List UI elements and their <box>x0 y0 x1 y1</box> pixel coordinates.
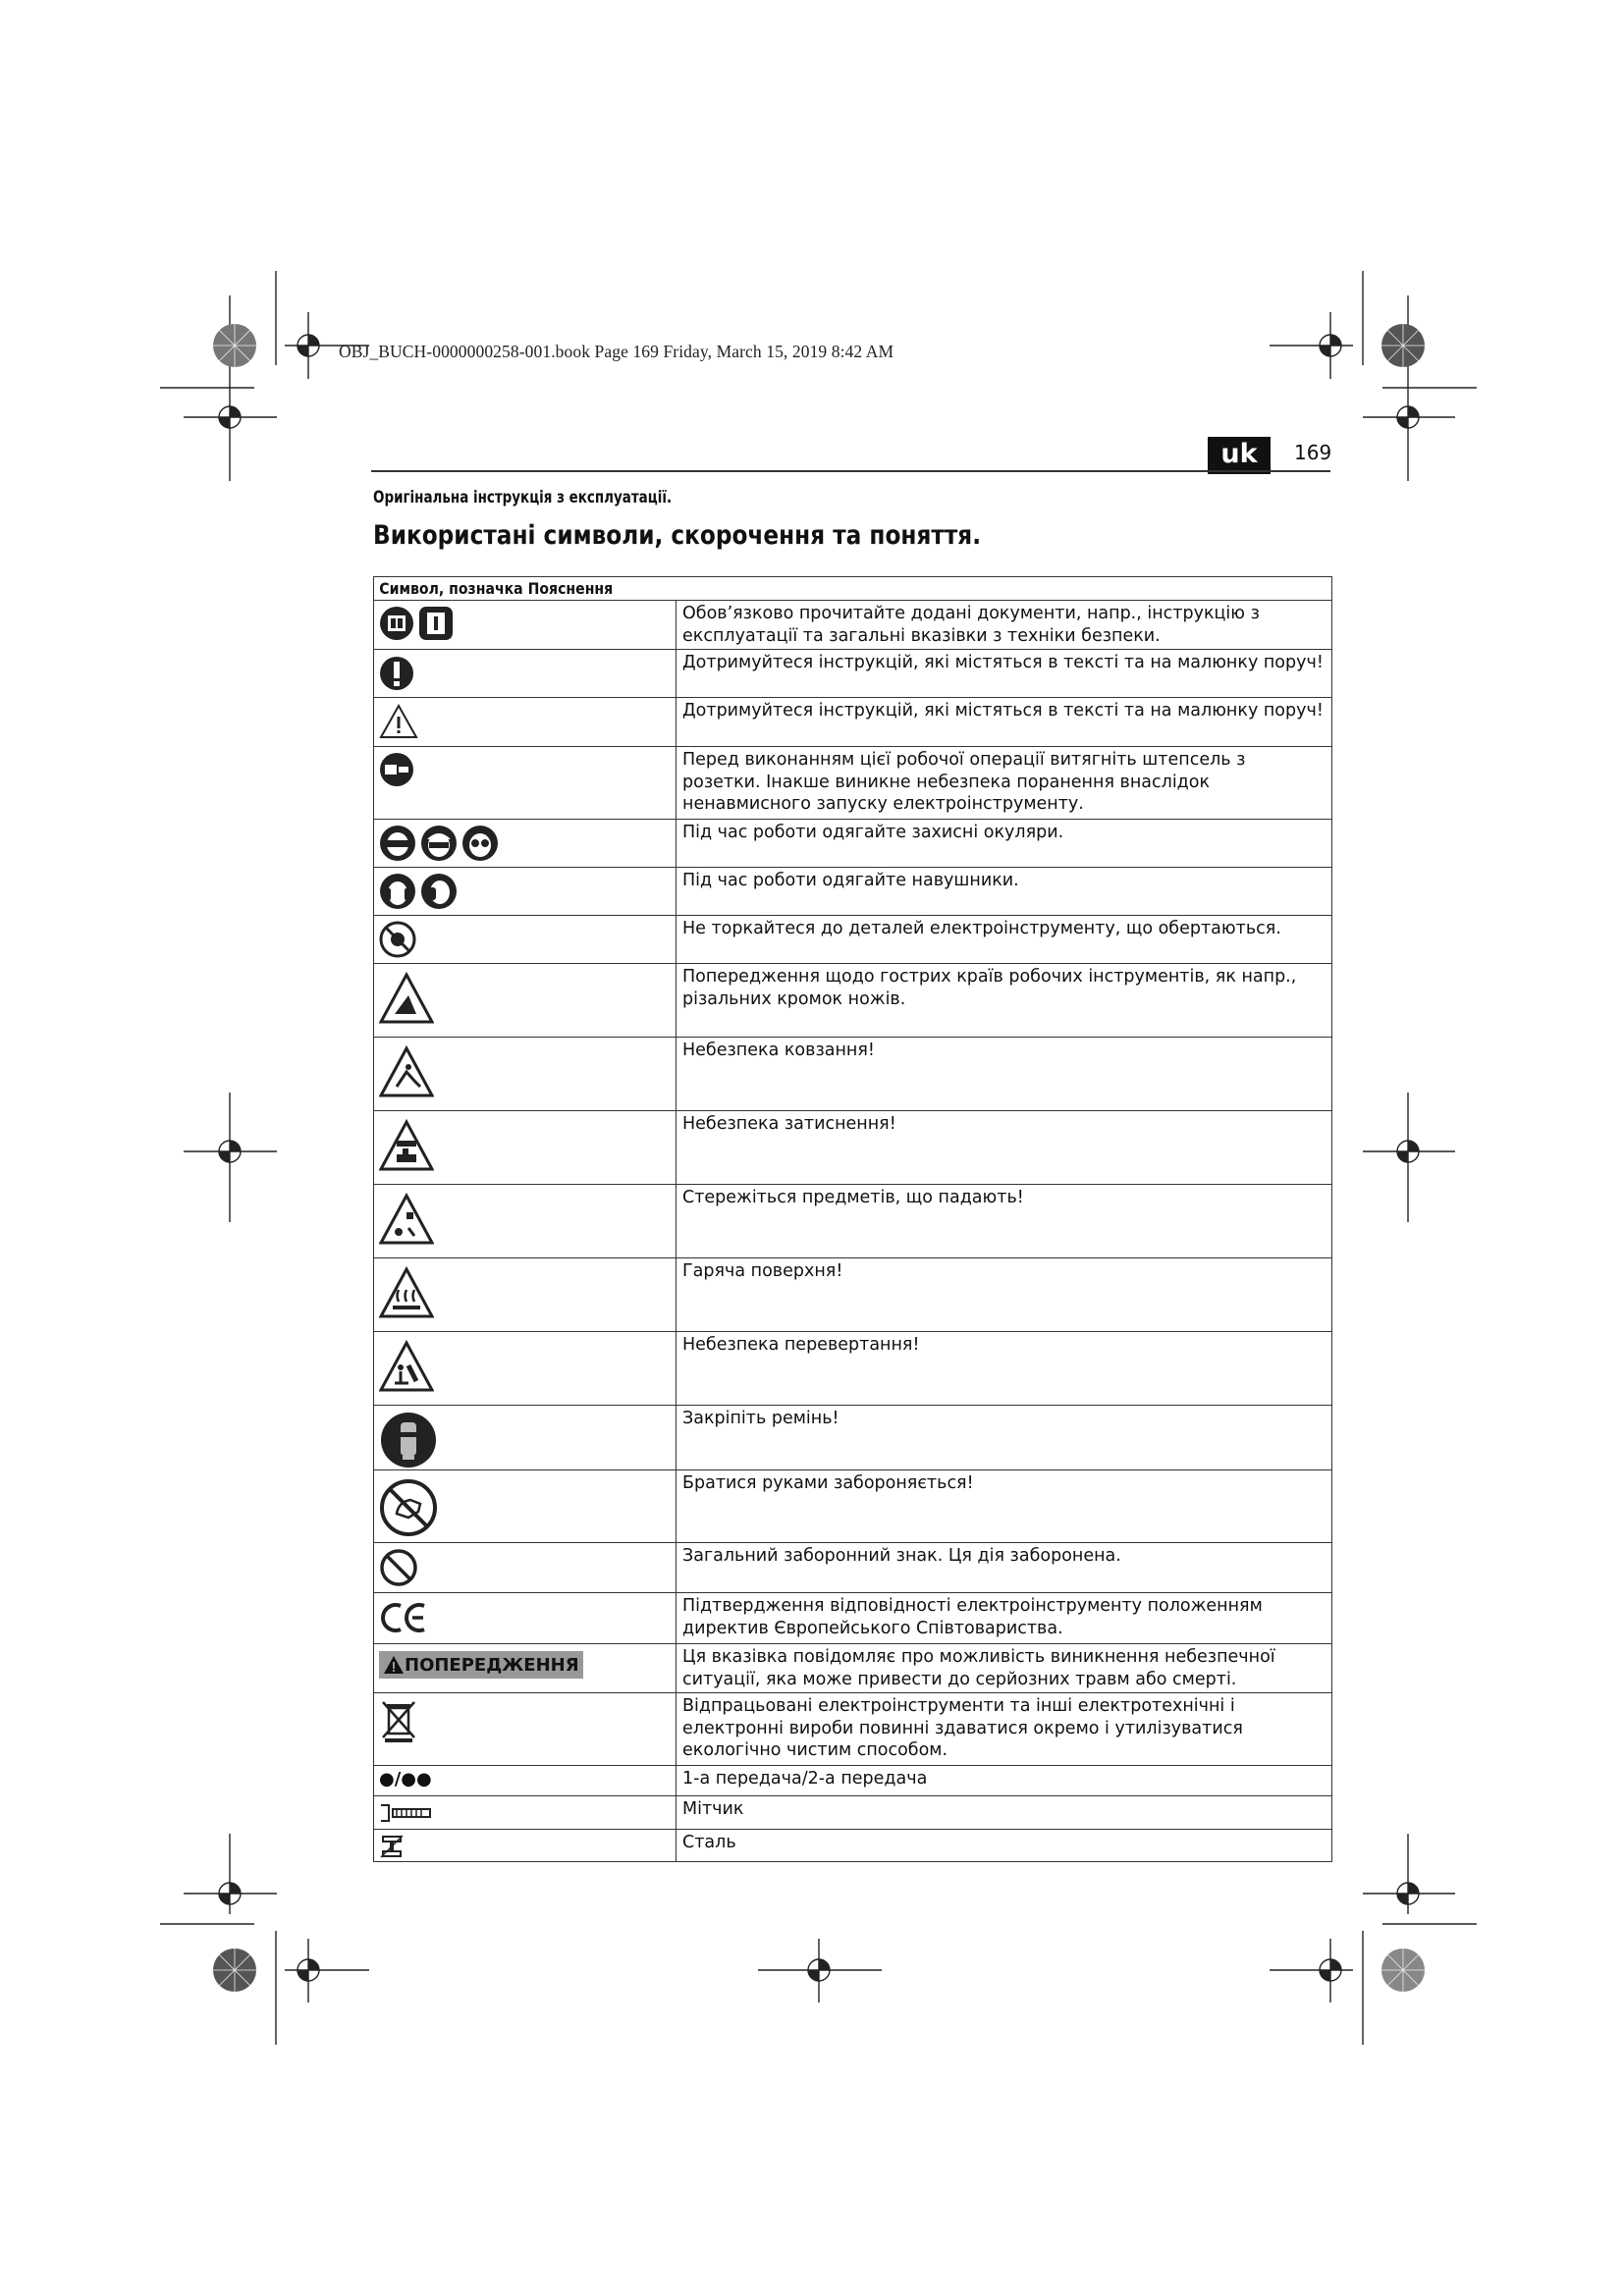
table-row <box>374 1830 1332 1862</box>
book-icon <box>418 606 454 641</box>
no-grabbing-icon <box>379 1478 438 1537</box>
row-text: Перед виконанням цієї робочої операції витягніть штепсель з розетки. Інакше виникне небезпека поранення внаслідок ненавмисного запуску електроінструменту. <box>677 747 1332 820</box>
row-text: Стережіться предметів, що падають! <box>677 1185 1332 1258</box>
slip-hazard-icon <box>379 1045 434 1098</box>
prohibition-icon <box>379 1548 418 1587</box>
row-text: Ця вказівка повідомляє про можливість виникнення небезпечної ситуації, яка може привести до серйозних травм або смерті. <box>677 1644 1332 1693</box>
table-header-row <box>374 577 1332 601</box>
weee-bin-icon <box>379 1698 418 1743</box>
table-row <box>374 1185 1332 1258</box>
row-text: Небезпека затиснення! <box>677 1111 1332 1185</box>
row-text: Небезпека перевертання! <box>677 1332 1332 1406</box>
exclamation-icon <box>379 655 414 692</box>
gear-dots-icon: ●/●● <box>379 1769 432 1789</box>
warning-label-text: ПОПЕРЕДЖЕННЯ <box>405 1654 579 1676</box>
unplug-icon <box>379 752 414 787</box>
language-badge: uk <box>1208 437 1271 474</box>
table-row <box>374 747 1332 820</box>
table-row <box>374 650 1332 698</box>
table-row <box>374 1470 1332 1543</box>
row-text: 1-а передача/2-а передача <box>677 1766 1332 1796</box>
table-row <box>374 698 1332 747</box>
doc-subtitle: Оригінальна інструкція з експлуатації. <box>373 488 673 507</box>
ear-muffs-icon <box>379 873 416 910</box>
table-row <box>374 868 1332 916</box>
fasten-belt-icon <box>379 1411 438 1469</box>
tap-icon <box>379 1801 434 1825</box>
row-text: Сталь <box>677 1830 1332 1862</box>
read-manual-icon <box>379 606 414 641</box>
ear-protection-icon <box>420 873 458 910</box>
falling-objects-icon <box>379 1193 434 1246</box>
row-text: Обов’язково прочитайте додані документи, напр., інструкцію з експлуатації та загальні вказівки з техніки безпеки. <box>677 601 1332 650</box>
row-text: Небезпека ковзання! <box>677 1038 1332 1111</box>
table-row <box>374 1644 1332 1693</box>
table-row <box>374 1038 1332 1111</box>
file-info: OBJ_BUCH-0000000258-001.book Page 169 Friday, March 15, 2019 8:42 AM <box>339 342 894 361</box>
table-row <box>374 820 1332 868</box>
warning-triangle-icon <box>379 703 418 740</box>
warning-triangle-icon <box>383 1655 405 1675</box>
table-row <box>374 1258 1332 1332</box>
table-row <box>374 1543 1332 1593</box>
no-touch-rotating-icon <box>379 921 416 958</box>
helmet-goggles-icon <box>420 825 458 862</box>
row-text: Під час роботи одягайте захисні окуляри. <box>677 820 1332 868</box>
steel-icon <box>379 1834 406 1859</box>
page-title: Використані символи, скорочення та поняття. <box>373 520 982 551</box>
warning-label <box>379 1651 583 1679</box>
table-row <box>374 1593 1332 1644</box>
row-text: Дотримуйтеся інструкцій, які містяться в тексті та на малюнку поруч! <box>677 698 1332 747</box>
table-row <box>374 1406 1332 1470</box>
header-rule <box>371 470 1330 472</box>
symbols-table <box>373 576 1332 1862</box>
table-row <box>374 916 1332 964</box>
face-shield-icon <box>379 825 416 862</box>
row-text: Мітчик <box>677 1796 1332 1830</box>
tipping-hazard-icon <box>379 1340 434 1393</box>
row-text: Не торкайтеся до деталей електроінструменту, що обертаються. <box>677 916 1332 964</box>
table-row <box>374 1693 1332 1766</box>
table-row <box>374 1111 1332 1185</box>
row-text: Дотримуйтеся інструкцій, які містяться в тексті та на малюнку поруч! <box>677 650 1332 698</box>
row-text: Гаряча поверхня! <box>677 1258 1332 1332</box>
hot-surface-icon <box>379 1266 434 1319</box>
row-text: Братися руками забороняється! <box>677 1470 1332 1543</box>
table-row <box>374 601 1332 650</box>
row-text: Попередження щодо гострих країв робочих інструментів, як напр., різальних кромок ножів. <box>677 964 1332 1038</box>
row-text: Загальний заборонний знак. Ця дія заборонена. <box>677 1543 1332 1593</box>
table-row <box>374 964 1332 1038</box>
table-row <box>374 1766 1332 1796</box>
table-row <box>374 1332 1332 1406</box>
crush-hazard-icon <box>379 1119 434 1172</box>
table-header: Символ, позначка Пояснення <box>379 579 614 598</box>
row-text: Підтвердження відповідності електроінструменту положенням директив Європейського Співтовариства. <box>677 1593 1332 1644</box>
row-text: Відпрацьовані електроінструменти та інші електротехнічні і електронні вироби повинні здаватися окремо і утилізуватися екологічно чистим способом. <box>677 1693 1332 1766</box>
sharp-edges-icon <box>379 972 434 1025</box>
row-text: Закріпіть ремінь! <box>677 1406 1332 1470</box>
ce-mark-icon <box>379 1598 430 1637</box>
page-number: 169 <box>1294 441 1332 464</box>
row-text: Під час роботи одягайте навушники. <box>677 868 1332 916</box>
table-row <box>374 1796 1332 1830</box>
goggles-icon <box>461 825 499 862</box>
